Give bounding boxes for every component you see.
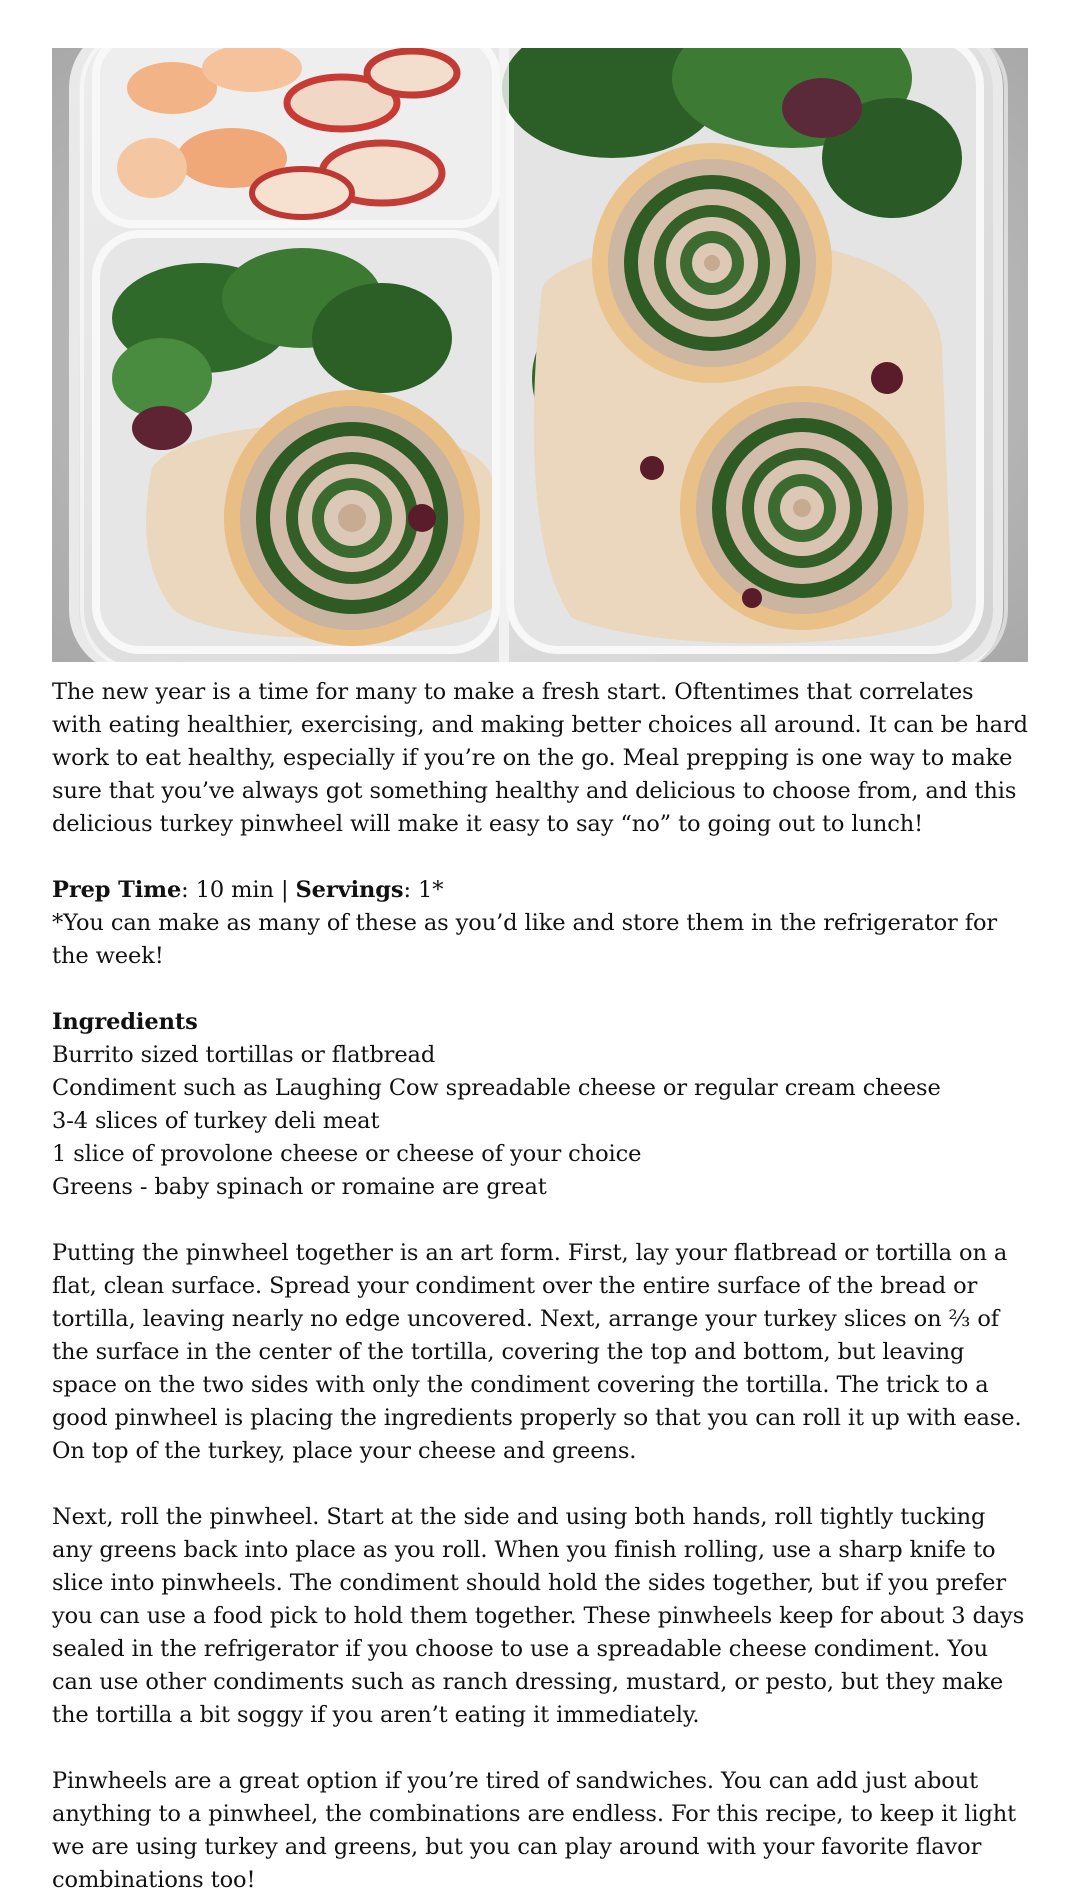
ingredient-item: 1 slice of provolone cheese or cheese of your choice [52, 1141, 642, 1167]
ingredients-heading: Ingredients [52, 1009, 198, 1035]
hero-photo-pinwheels [52, 48, 1028, 662]
servings-note: *You can make as many of these as you’d like and store them in the refrigerator for the week! [52, 910, 998, 969]
closing-paragraph: Pinwheels are a great option if you’re tired of sandwiches. You can add just about anything to a pinwheel, the combinations are endless. For this recipe, to keep it light we are using turkey and greens, but you can play around with your favorite flavor combinations too! [52, 1768, 1017, 1893]
rolling-paragraph: Next, roll the pinwheel. Start at the side and using both hands, roll tightly tucking any greens back into place as you roll. When you finish rolling, use a sharp knife to slice into pinwheels. The condiment should hold the sides together, but if you prefer you can use a food pick to hold them together. These pinwheels keep for about 3 days sealed in the refrigerator if you choose to use a spreadable cheese condiment. You can use other condiments such as ranch dressing, mustard, or pesto, but they make the tortilla a bit soggy if you aren’t eating it immediately. [52, 1504, 1025, 1728]
pinwheel-right-bottom [680, 386, 924, 630]
assembly-paragraph: Putting the pinwheel together is an art form. First, lay your flatbread or tortilla on a flat, clean surface. Spread your condiment over the entire surface of the bread or tortilla, leaving nearly no edge uncovered. Next, arrange your turkey slices on ⅔ of the surface in the center of the tortilla, covering the top and bottom, but leaving space on the two sides with only the condiment covering the tortilla. The trick to a good pinwheel is placing the ingredients properly so that you can roll it up with ease. On top of the turkey, place your cheese and greens. [52, 1240, 1022, 1464]
servings-value: : 1* [403, 877, 444, 903]
article-body [52, 676, 1028, 1897]
intro-paragraph: The new year is a time for many to make a fresh start. Oftentimes that correlates with eating healthier, exercising, and making better choices all around. It can be hard work to eat healthy, especially if you’re on the go. Meal prepping is one way to make sure that you’ve always got something healthy and delicious to choose from, and this delicious turkey pinwheel will make it easy to say “no” to going out to lunch! [52, 679, 1028, 837]
recipe-meta [52, 874, 1028, 973]
pinwheel-left [224, 390, 480, 646]
prep-time-label: Prep Time [52, 877, 182, 903]
servings-label: Servings [295, 877, 404, 903]
ingredients-section [52, 1006, 1028, 1204]
ingredient-item: Burrito sized tortillas or flatbread [52, 1042, 436, 1068]
ingredient-item: Condiment such as Laughing Cow spreadable cheese or regular cream cheese [52, 1075, 941, 1101]
ingredient-item: 3-4 slices of turkey deli meat [52, 1108, 380, 1134]
prep-time-value: : 10 min | [181, 877, 296, 903]
ingredient-item: Greens - baby spinach or romaine are great [52, 1174, 547, 1200]
pinwheel-right-top [592, 143, 832, 383]
